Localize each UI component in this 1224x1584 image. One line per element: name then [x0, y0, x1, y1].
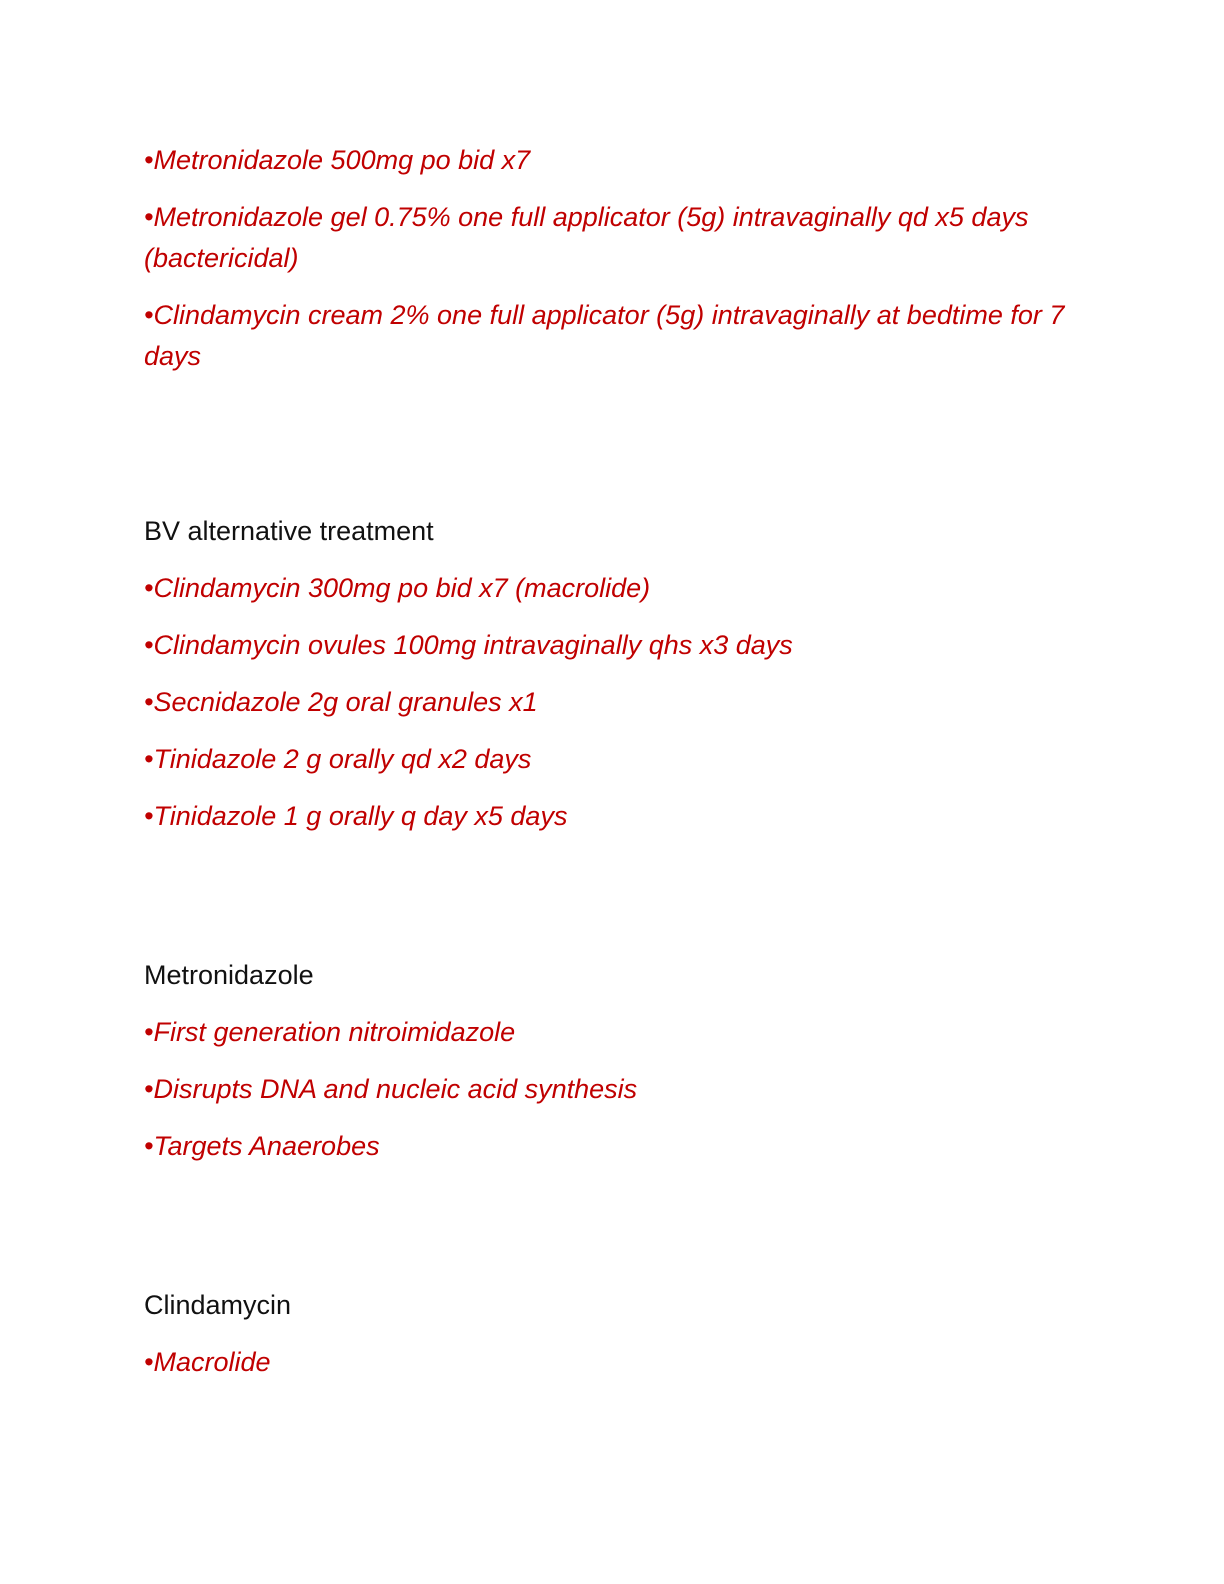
section-heading: Clindamycin: [144, 1290, 292, 1320]
list-item: •Secnidazole 2g oral granules x1: [144, 687, 538, 717]
document-content: [144, 140, 1080, 1399]
list-item: •Clindamycin 300mg po bid x7 (macrolide): [144, 573, 651, 603]
list-item: •Metronidazole gel 0.75% one full applicator (5g) intravaginally qd x5 days (bactericidal): [144, 202, 1029, 273]
list-item: •First generation nitroimidazole: [144, 1017, 516, 1047]
section-clindamycin: [144, 1285, 1080, 1383]
list-item: •Tinidazole 2 g orally qd x2 days: [144, 744, 532, 774]
list-item: •Clindamycin ovules 100mg intravaginally qhs x3 days: [144, 630, 793, 660]
list-item: •Macrolide: [144, 1347, 271, 1377]
section-spacer: [144, 1183, 1080, 1285]
list-item: •Disrupts DNA and nucleic acid synthesis: [144, 1074, 638, 1104]
section-first-line-treatment: [144, 140, 1080, 377]
section-spacer: [144, 393, 1080, 511]
section-heading: BV alternative treatment: [144, 516, 434, 546]
section-spacer: [144, 853, 1080, 955]
list-item: •Metronidazole 500mg po bid x7: [144, 145, 531, 175]
list-item: •Tinidazole 1 g orally q day x5 days: [144, 801, 568, 831]
section-heading: Metronidazole: [144, 960, 314, 990]
section-bv-alternative-treatment: [144, 511, 1080, 837]
list-item: •Targets Anaerobes: [144, 1131, 380, 1161]
section-metronidazole: [144, 955, 1080, 1167]
list-item: •Clindamycin cream 2% one full applicator (5g) intravaginally at bedtime for 7 days: [144, 300, 1065, 371]
